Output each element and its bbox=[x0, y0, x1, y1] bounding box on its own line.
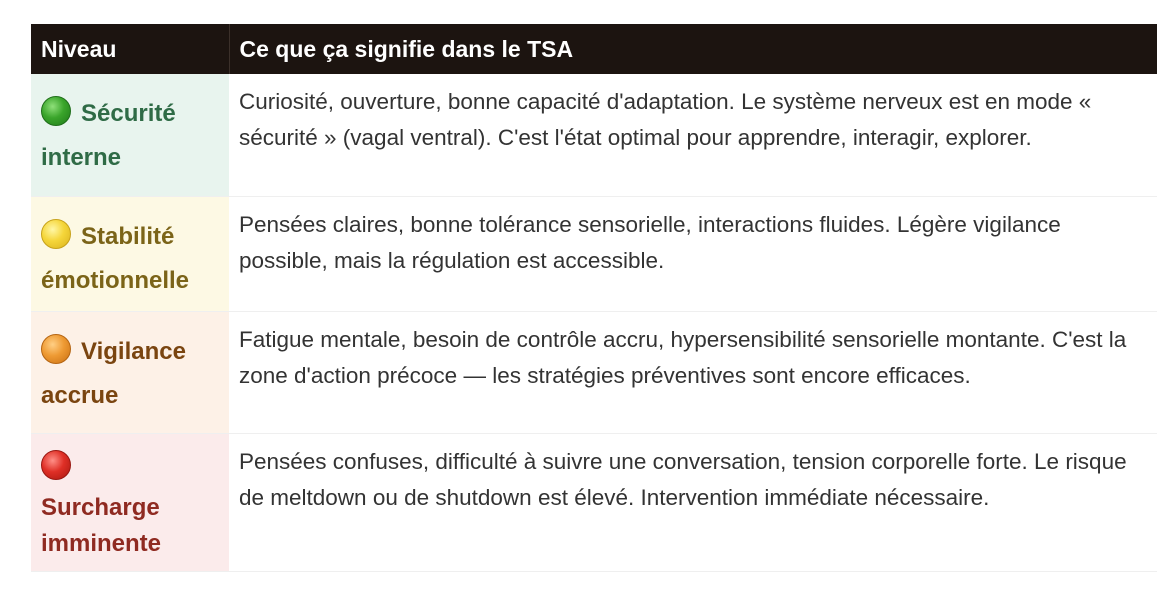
level-label-line2: émotionnelle bbox=[41, 266, 190, 294]
level-cell-vigilance bbox=[31, 311, 229, 433]
level-cell-stabilite bbox=[31, 196, 229, 311]
green-circle-icon bbox=[41, 96, 71, 126]
levels-table bbox=[31, 24, 1157, 572]
table-row bbox=[31, 311, 1157, 433]
description-cell: Fatigue mentale, besoin de contrôle accru, hypersensibilité sensorielle montante. C'est la zone d'action précoce — les stratégies préventives sont encore efficaces. bbox=[229, 311, 1157, 433]
description-cell: Pensées confuses, difficulté à suivre une conversation, tension corporelle forte. Le risque de meltdown ou de shutdown est élevé. Intervention immédiate nécessaire. bbox=[229, 433, 1157, 571]
orange-circle-icon bbox=[41, 334, 71, 364]
level-label-line2: accrue bbox=[41, 381, 119, 409]
description-cell: Curiosité, ouverture, bonne capacité d'adaptation. Le système nerveux est en mode « sécurité » (vagal ventral). C'est l'état optimal pour apprendre, interagir, explorer. bbox=[229, 74, 1157, 196]
table-header-row bbox=[31, 24, 1157, 74]
table-row bbox=[31, 74, 1157, 196]
red-circle-icon bbox=[41, 450, 71, 480]
level-label-line2: interne bbox=[41, 144, 122, 171]
level-label-line1: Vigilance bbox=[81, 337, 186, 365]
table-row bbox=[31, 433, 1157, 571]
level-cell-securite bbox=[31, 74, 229, 196]
level-label-line1: Surcharge bbox=[41, 493, 160, 521]
level-label-line1: Stabilité bbox=[81, 222, 175, 250]
header-meaning: Ce que ça signifie dans le TSA bbox=[229, 24, 1157, 74]
level-label-line2: imminente bbox=[41, 529, 162, 557]
header-level: Niveau bbox=[31, 24, 229, 74]
table-row bbox=[31, 196, 1157, 311]
level-label-line1: Sécurité bbox=[81, 100, 176, 127]
level-cell-surcharge bbox=[31, 433, 229, 571]
yellow-circle-icon bbox=[41, 219, 71, 249]
description-cell: Pensées claires, bonne tolérance sensorielle, interactions fluides. Légère vigilance possible, mais la régulation est accessible. bbox=[229, 196, 1157, 311]
